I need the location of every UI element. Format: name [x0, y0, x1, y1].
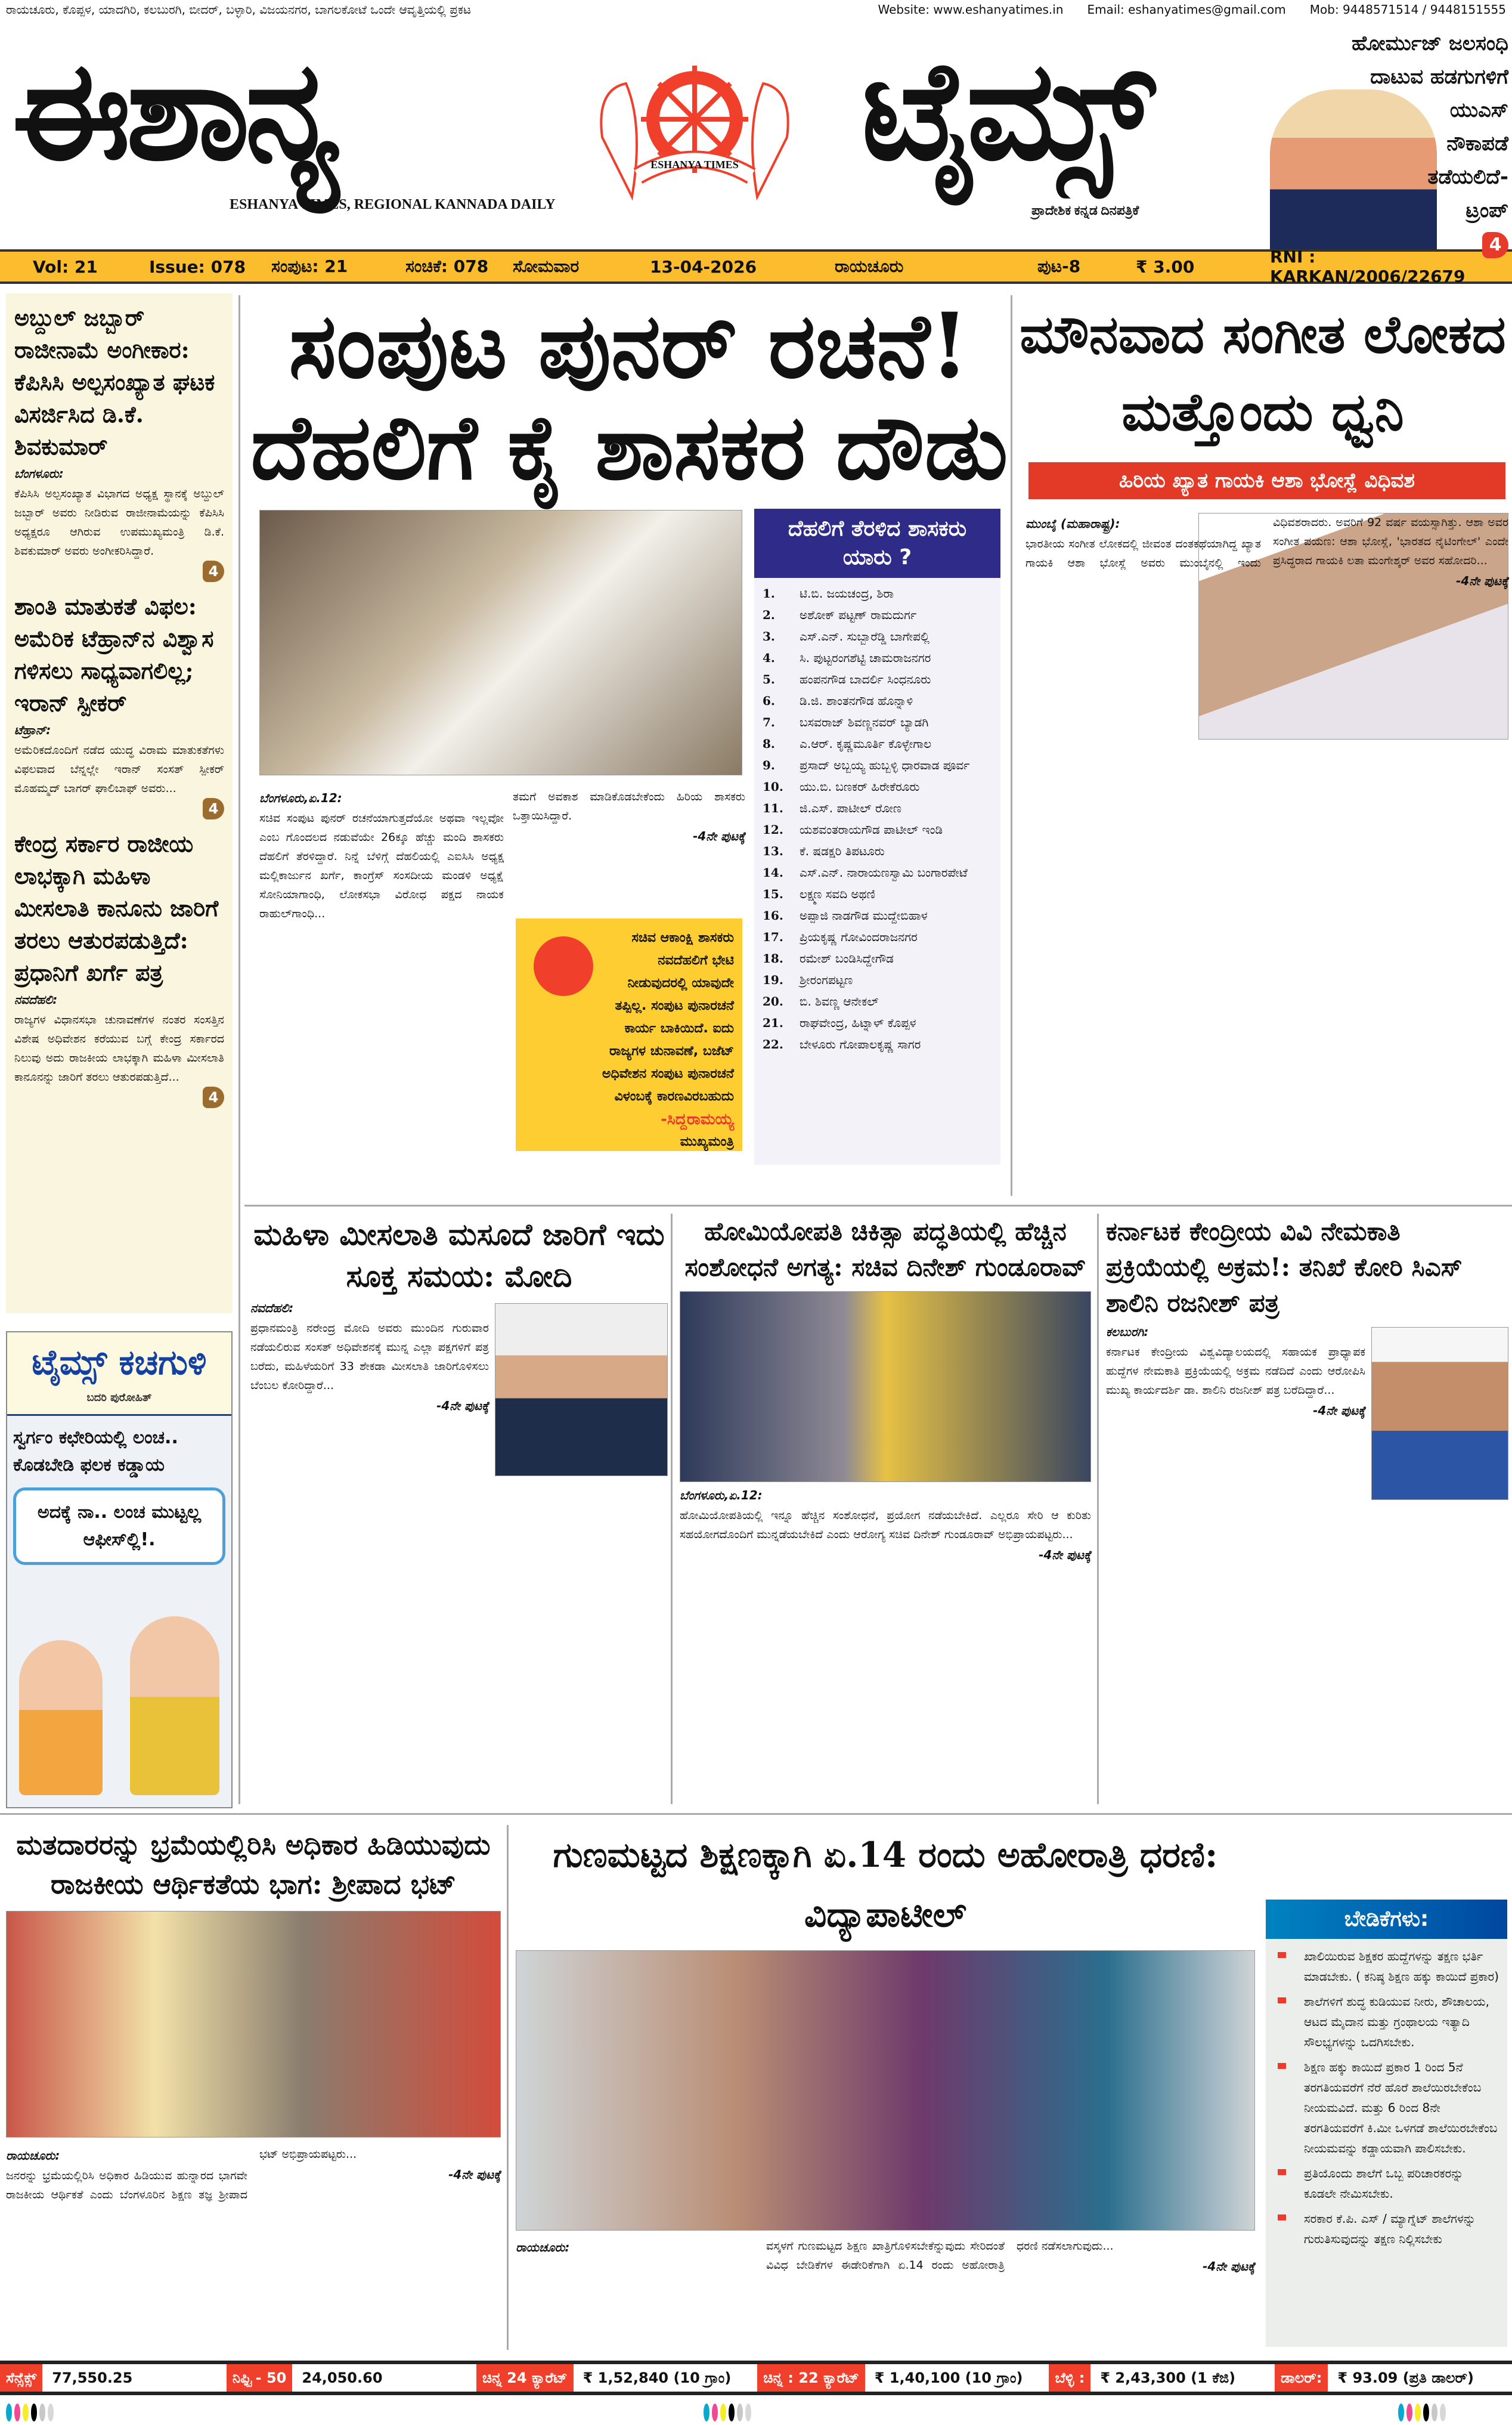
teaser-line: ಟ್ರಂಪ್ — [1465, 199, 1508, 222]
story-headline[interactable]: ಹೋಮಿಯೋಪತಿ ಚಿಕಿತ್ಸಾ ಪದ್ಧತಿಯಲ್ಲಿ ಹೆಚ್ಚಿನ ಸಂಶೋಧನೆ ಅಗತ್ಯ: ಸಚಿವ ದಿನೇಶ್ ಗುಂಡೂರಾವ್ — [684, 1217, 1086, 1282]
quote-author: -ಸಿದ್ದರಾಮಯ್ಯ — [661, 1111, 734, 1128]
mla-list-item — [763, 712, 992, 733]
story-body: ಕರ್ನಾಟಕ ಕೇಂದ್ರೀಯ ವಿಶ್ವವಿದ್ಯಾಲಯದಲ್ಲಿ ಸಹಾಯಕ ಪ್ರಾಧ್ಯಾಪಕ ಹುದ್ದೆಗಳ ನೇಮಕಾತಿ ಪ್ರಕ್ರಿಯೆಯಲ್ಲಿ ಅಕ್ರಮ ನಡೆದಿದೆ ಎಂದು ಆರೋಪಿಸಿ ಮುಖ್ಯ ಕಾರ್ಯದರ್ಶಿ ಡಾ. ಶಾಲಿನಿ ರಜನೀಶ್ ಪತ್ರ ಬರೆದಿದ್ದಾರೆ... — [1106, 1345, 1365, 1397]
dateline: ಟೆಹ್ರಾನ್: — [14, 723, 51, 737]
mla-list-item — [763, 604, 992, 626]
email-link[interactable]: Email: eshanyatimes@gmail.com — [1087, 2, 1286, 17]
mla-name: ಕೆ. ಷಡಕ್ಷರಿ ತಿಪಟೂರು — [800, 844, 885, 858]
mla-list-item — [763, 733, 992, 754]
continued-label[interactable]: -4ನೇ ಪುಟಕ್ಕೆ — [448, 2167, 501, 2182]
teaser-line: ನೌಕಾಪಡೆ — [1446, 132, 1508, 156]
story-body: ಸಚಿವ ಸಂಪುಟ ಪುನರ್ ರಚನೆಯಾಗುತ್ತದೆಯೋ ಅಥವಾ ಇಲ್ಲವೋ ಎಂಬ ಗೊಂದಲದ ನಡುವೆಯೇ 26ಕ್ಕೂ ಹೆಚ್ಚು ಮಂದಿ ಶಾಸಕರು ದೆಹಲಿಗೆ ತೆರಳಿದ್ದಾರೆ. ನಿನ್ನೆ ಬೆಳಿಗ್ಗೆ ದೆಹಲಿಯಲ್ಲಿ ಎಐಸಿಸಿ ಅಧ್ಯಕ್ಷ ಮಲ್ಲಿಕಾರ್ಜುನ ಖರ್ಗೆ, ಕಾಂಗ್ರೆಸ್ ಸಂಸದೀಯ ಮಂಡಳಿ ಅಧ್ಯಕ್ಷೆ ಸೋನಿಯಾಗಾಂಧಿ, ಲೋಕಸಭಾ ವಿರೋಧ ಪಕ್ಷದ ನಾಯಕ ರಾಹುಲ್‌ಗಾಂಧಿ... — [259, 812, 504, 920]
mla-list-item — [763, 840, 992, 862]
list-number: 6. — [763, 694, 775, 708]
list-title: ದೆಹಲಿಗೆ ತೆರಳಿದ ಶಾಸಕರು ಯಾರು ? — [754, 509, 1000, 578]
modi-photo — [495, 1303, 668, 1476]
mla-list-item — [763, 626, 992, 647]
mla-name: ಅಶೋಕ್ ಪಟ್ಟಣ್ ರಾಮದುರ್ಗ — [800, 608, 917, 622]
masthead-title-left: ಈಶಾನ್ಯ — [12, 30, 336, 191]
mla-list-box — [754, 509, 1000, 1165]
mla-name: ಎಸ್.ಎನ್. ಸುಬ್ಬಾರೆಡ್ಡಿ ಬಾಗೇಪಲ್ಲಿ — [800, 629, 930, 644]
story-headline[interactable]: ಕೇಂದ್ರ ಸರ್ಕಾರ ರಾಜೀಯ ಲಾಭಕ್ಕಾಗಿ ಮಹಿಳಾ ಮೀಸಲಾತಿ ಕಾನೂನು ಜಾರಿಗೆ ತರಲು ಆತುರಪಡುತ್ತಿದೆ: ಪ್ರಧಾನಿಗೆ ಖರ್ಗೆ ಪತ್ರ — [14, 830, 219, 986]
date: 13-04-2026 — [650, 256, 757, 277]
column-divider — [671, 1214, 673, 1804]
story-body: ಹೋಮಿಯೋಪತಿಯಲ್ಲಿ ಇನ್ನೂ ಹೆಚ್ಚಿನ ಸಂಶೋಧನೆ, ಪ್ರಯೋಗ ನಡೆಯಬೇಕಿದೆ. ಎಲ್ಲರೂ ಸೇರಿ ಆ ಕುರಿತು ಸಹಯೋಗದೊಂದಿಗೆ ಮುನ್ನಡೆಯಬೇಕಿದೆ ಎಂದು ಆರೋಗ್ಯ ಸಚಿವ ದಿನೇಶ್ ಗುಂಡೂರಾವ್ ಅಭಿಪ್ರಾಯಪಟ್ಟರು... — [680, 1509, 1091, 1541]
registration-marks — [1398, 2404, 1446, 2421]
homeopathy-event-photo — [680, 1291, 1091, 1482]
dateline: ಬೆಂಗಳೂರು,ಏ.12: — [680, 1488, 763, 1502]
dateline: ಬೆಂಗಳೂರು,ಏ.12: — [259, 791, 342, 805]
mla-list-item — [763, 819, 992, 840]
cartoon-title — [7, 1332, 231, 1416]
mla-list-item — [763, 776, 992, 797]
mla-name: ಯು.ಬಿ. ಬಣಕರ್ ಹಿರೇಕೆರೂರು — [800, 780, 920, 794]
mla-name: ಯಶವಂತರಾಯಗೌಡ ಪಾಟೀಲ್ ಇಂಡಿ — [800, 822, 943, 837]
mla-name: ಅಪ್ಪಾಜಿ ನಾಡಗೌಡ ಮುದ್ದೇಬಿಹಾಳ — [800, 908, 928, 923]
continued-label[interactable]: -4ನೇ ಪುಟಕ್ಕೆ — [1203, 2259, 1255, 2274]
ticker-label: ಚಿನ್ನ 24 ಕ್ಯಾರೆಟ್ — [476, 2364, 574, 2392]
mlas-meeting-photo — [259, 510, 742, 775]
ticker-label: ಬೆಳ್ಳಿ : — [1049, 2364, 1090, 2392]
continued-label[interactable]: -4ನೇ ಪುಟಕ್ಕೆ — [693, 829, 745, 843]
story-shripad-bhat[interactable] — [6, 1825, 501, 2204]
mla-name: ಸಿ. ಪುಟ್ಟರಂಗಶೆಟ್ಟಿ ಚಾಮರಾಜನಗರ — [800, 651, 931, 665]
dateline: ನವದೆಹಲಿ: — [250, 1301, 294, 1315]
editions-text: ರಾಯಚೂರು, ಕೊಪ್ಪಳ, ಯಾದಗಿರಿ, ಕಲಬುರಗಿ, ಬೀದರ್, ಬಳ್ಳಾರಿ, ವಿಜಯನಗರ, ಬಾಗಲಕೋಟೆ ಒಂದೇ ಆವೃತ್ತಿಯಲ್ಲಿ ಪ್ರಕಟ — [6, 2, 472, 17]
mla-name: ಹಂಪನಗೌಡ ಬಾದರ್ಲಿ ಸಿಂಧನೂರು — [800, 672, 931, 686]
continued-label[interactable]: -4ನೇ ಪುಟಕ್ಕೆ — [1456, 574, 1508, 588]
market-ticker — [0, 2361, 1512, 2395]
ticker-value: ₹ 93.09 (ಪ್ರತಿ ಡಾಲರ್) — [1328, 2364, 1512, 2392]
page-jump-badge[interactable]: 4 — [203, 1087, 224, 1108]
cm-quote-box — [516, 918, 742, 1151]
list-number: 7. — [763, 715, 775, 729]
mla-list-item — [763, 669, 992, 690]
masthead-logo — [578, 54, 811, 215]
list-number: 13. — [763, 844, 783, 858]
mla-list-item — [763, 969, 992, 991]
mla-list-item — [763, 926, 992, 948]
teaser-line: ಹೋರ್ಮುಜ್ ಜಲಸಂಧಿ — [1352, 32, 1508, 55]
asha-headline[interactable]: ಮೌನವಾದ ಸಂಗೀತ ಲೋಕದ ಮತ್ತೊಂದು ಧ್ವನಿ — [1020, 303, 1506, 443]
mla-name: ಬಿ. ಶಿವಣ್ಣ ಆನೇಕಲ್ — [800, 994, 879, 1009]
mla-list-item — [763, 1012, 992, 1034]
mla-list-item — [763, 991, 992, 1012]
asha-subheadline: ಹಿರಿಯ ಖ್ಯಾತ ಗಾಯಕಿ ಆಶಾ ಭೋಸ್ಲೆ ವಿಧಿವಶ — [1028, 462, 1505, 499]
continued-label[interactable]: -4ನೇ ಪುಟಕ್ಕೆ — [436, 1399, 489, 1413]
press-meet-photo — [516, 1950, 1255, 2231]
demand-item: ಶಾಲೆಗಳಿಗೆ ಶುದ್ಧ ಕುಡಿಯುವ ನೀರು, ಶೌಚಾಲಯ, ಆಟದ ಮೈದಾನ ಮತ್ತು ಗ್ರಂಥಾಲಯ ಇತ್ಯಾದಿ ಸೌಲಭ್ಯಗಳನ್ನು ಒದಗಿಸಬೇಕು. — [1274, 1991, 1499, 2052]
main-headline-line: ಸಂಪುಟ ಪುನರ್ ರಚನೆ! — [289, 293, 969, 398]
page-jump-badge[interactable]: 4 — [203, 561, 224, 582]
mla-name: ಬಸವರಾಜ್ ಶಿವಣ್ಣನವರ್ ಬ್ಯಾಡಗಿ — [800, 715, 929, 729]
cartoon-author: ಬದರಿ ಪುರೋಹಿತ್ — [86, 1391, 152, 1404]
cartoon-title-text: ಟೈಮ್ಸ್ ಕಚಗುಳಿ — [32, 1342, 207, 1382]
row-divider — [244, 1205, 1512, 1207]
issue: Issue: 078 — [149, 256, 246, 277]
list-number: 1. — [763, 586, 775, 601]
column-divider — [507, 1825, 509, 2350]
ticker-label: ಡಾಲರ್: — [1275, 2364, 1328, 2392]
quote-text: ಸಚಿವ ಆಕಾಂಕ್ಷಿ ಶಾಸಕರು ನವದೆಹಲಿಗೆ ಭೇಟಿ ನೀಡುವುದರಲ್ಲಿ ಯಾವುದೇ ತಪ್ಪಿಲ್ಲ. ಸಂಪುಟ ಪುನಾರಚನೆ ಕಾರ್ಯ ಬಾಕಿಯಿದೆ. ಐದು ರಾಜ್ಯಗಳ ಚುನಾವಣೆ, ಬಜೆಟ್ ಅಧಿವೇಶನ ಸಂಪುಟ ಪುನಾರಚನೆ ವಿಳಂಬಕ್ಕೆ ಕಾರಣವಿರಬಹುದು — [602, 930, 734, 1104]
story-headline[interactable]: ಗುಣಮಟ್ಟದ ಶಿಕ್ಷಣಕ್ಕಾಗಿ ಏ.14 ರಂದು ಅಹೋರಾತ್ರಿ ಧರಣಿ: ವಿದ್ಯಾಪಾಟೀಲ್ — [553, 1835, 1218, 1935]
mla-list-item — [763, 797, 992, 819]
left-column — [6, 293, 233, 1313]
dateline: ನವದೆಹಲಿ: — [14, 992, 58, 1007]
registration-marks — [6, 2404, 54, 2421]
cartoon-caption: ಸ್ವರ್ಗಂ ಕಛೇರಿಯಲ್ಲಿ ಲಂಚ.. ಕೊಡಬೇಡಿ ಫಲಕ ಕಡ್ಡಾಯ — [13, 1427, 178, 1476]
mla-name: ಬೇಳೂರು ಗೋಪಾಲಕೃಷ್ಣ ಸಾಗರ — [800, 1037, 921, 1051]
dateline: ಕಲಬುರಗಿ: — [1106, 1325, 1149, 1339]
city: ರಾಯಚೂರು — [835, 256, 904, 276]
mla-name: ಪ್ರಸಾದ್ ಅಬ್ಬಯ್ಯ ಹುಬ್ಬಳ್ಳಿ ಧಾರವಾಡ ಪೂರ್ವ — [800, 758, 970, 772]
mla-list — [754, 578, 1000, 1060]
mla-list-item — [763, 583, 992, 604]
continued-label[interactable]: -4ನೇ ಪುಟಕ್ಕೆ — [1313, 1403, 1365, 1418]
story-headline[interactable]: ಅಬ್ದುಲ್ ಜಬ್ಬಾರ್ ರಾಜೀನಾಮೆ ಅಂಗೀಕಾರ: ಕೆಪಿಸಿಸಿ ಅಲ್ಪಸಂಖ್ಯಾತ ಘಟಕ ವಿಸರ್ಜಿಸಿದ ಡಿ.ಕೆ. ಶಿವಕುಮಾರ್ — [14, 304, 215, 460]
demand-item: ಪ್ರತಿಯೊಂದು ಶಾಲೆಗೆ ಒಬ್ಬ ಪರಿಚಾರಕರನ್ನು ಕೂಡಲೇ ನೇಮಿಸಬೇಕು. — [1274, 2163, 1499, 2204]
story-university[interactable] — [1106, 1214, 1508, 1506]
left-story[interactable] — [14, 302, 224, 582]
column-divider — [238, 295, 240, 1804]
quote-author-role: ಮುಖ್ಯಮಂತ್ರಿ — [680, 1134, 734, 1149]
ticker-value: 24,050.60 — [292, 2364, 476, 2392]
sanchike: ಸಂಚಿಕೆ: 078 — [405, 256, 489, 276]
cartoon-character — [130, 1616, 219, 1795]
story-homeopathy[interactable] — [680, 1214, 1091, 1566]
masthead-title-right: ಟೈಮ್ಸ್ — [862, 30, 1150, 191]
volume: Vol: 21 — [33, 256, 98, 277]
ticker-label: ಚಿನ್ನ : 22 ಕ್ಯಾರೆಟ್ — [757, 2364, 865, 2392]
column-divider — [1011, 295, 1012, 1196]
ticker-value: 77,550.25 — [42, 2364, 227, 2392]
story-body: ಜನರನ್ನು ಭ್ರಮೆಯಲ್ಲಿರಿಸಿ ಅಧಿಕಾರ ಹಿಡಿಯುವ ಹುನ್ನಾರದ ಭಾಗವೇ ರಾಜಕೀಯ ಆರ್ಥಿಕತೆ ಎಂದು ಬೆಂಗಳೂರಿನ ಶಿಕ್ಷಣ ತಜ್ಞ ಶ್ರೀಪಾದ ಭಟ್ ಅಭಿಪ್ರಾಯಪಟ್ಟರು... — [6, 2148, 357, 2201]
rni-number: RNI : KARKAN/2006/22679 — [1270, 247, 1465, 286]
website-link[interactable]: Website: www.eshanyatimes.in — [878, 2, 1064, 17]
list-number: 4. — [763, 651, 775, 665]
list-number: 10. — [763, 780, 783, 794]
story-headline[interactable]: ಶಾಂತಿ ಮಾತುಕತೆ ವಿಫಲ: ಅಮೆರಿಕ ಟೆಹ್ರಾನ್‌ನ ವಿಶ್ವಾಸ ಗಳಿಸಲು ಸಾಧ್ಯವಾಗಲಿಲ್ಲ; ಇರಾನ್ ಸ್ಪೀಕರ್ — [14, 593, 214, 716]
column-divider — [1097, 1214, 1099, 1804]
mla-list-item — [763, 1034, 992, 1055]
story-body: ಕೆಪಿಸಿಸಿ ಅಲ್ಪಸಂಖ್ಯಾತ ವಿಭಾಗದ ಅಧ್ಯಕ್ಷ ಸ್ಥಾನಕ್ಕೆ ಅಬ್ದುಲ್ ಜಬ್ಬಾರ್ ಅವರು ನೀಡಿರುವ ರಾಜೀನಾಮೆಯನ್ನು ಕೆಪಿಸಿಸಿ ಅಧ್ಯಕ್ಷರೂ ಆಗಿರುವ ಉಪಮುಖ್ಯಮಂತ್ರಿ ಡಿ.ಕೆ. ಶಿವಕುಮಾರ್ ಅವರು ಅಂಗೀಕರಿಸಿದ್ದಾರೆ. — [14, 487, 224, 558]
seminar-photo — [6, 1911, 501, 2138]
main-story-col2 — [513, 787, 745, 847]
mla-name: ಎಸ್.ಎನ್. ನಾರಾಯಣಸ್ವಾಮಿ ಬಂಗಾರಪೇಟೆ — [800, 865, 968, 880]
weekday: ಸೋಮವಾರ — [513, 256, 580, 276]
page-jump-badge[interactable]: 4 — [1482, 232, 1508, 258]
left-story[interactable] — [14, 590, 224, 819]
main-headline[interactable] — [250, 295, 1008, 501]
demand-item: ಸರಕಾರ ಕೆ.ಪಿ. ಎಸ್ / ಮ್ಯಾಗ್ನೆಟ್ ಶಾಲೆಗಳನ್ನು ಗುರುತಿಸುವುದನ್ನು ತಕ್ಷಣ ನಿಲ್ಲಿಸಬೇಕು — [1274, 2209, 1499, 2249]
list-number: 5. — [763, 672, 775, 686]
page-count: ಪುಟ-8 — [1037, 256, 1081, 276]
list-number: 3. — [763, 629, 775, 644]
continued-label[interactable]: -4ನೇ ಪುಟಕ್ಕೆ — [1039, 1548, 1091, 1562]
demands-title: ಬೇಡಿಕೆಗಳು: — [1266, 1900, 1507, 1939]
demands-box — [1266, 1900, 1507, 2347]
demand-item: ಶಿಕ್ಷಣ ಹಕ್ಕು ಕಾಯಿದೆ ಪ್ರಕಾರ 1 ರಿಂದ 5ನೆ ತರಗತಿಯವರೆಗೆ ನೆರೆ ಹೊರೆ ಶಾಲೆಯಿರಬೇಕೆಂಬ ನೀಯಮವಿದೆ. ಮತ್ತು 6 ರಿಂದ 8ನೇ ತರಗತಿಯವರೆಗೆ ಕಿ.ಮೀ ಒಳಗಡೆ ಶಾಲೆಯಿರಬೇಕೆಂಬ ನೀಯಮವನ್ನು ಕಡ್ಡಾಯವಾಗಿ ಪಾಲಿಸಬೇಕು. — [1274, 2057, 1499, 2158]
mla-name: ಜಿ.ಎಸ್. ಪಾಟೀಲ್ ರೋಣ — [800, 801, 902, 815]
cartoon-speech-bubble: ಅದಕ್ಕೆ ನಾ.. ಲಂಚ ಮುಟ್ಟಲ್ಲ ಆಫೀಸ್‌ಲ್ಲಿ!. — [13, 1487, 225, 1565]
story-women-reservation[interactable] — [250, 1214, 668, 1482]
list-number: 9. — [763, 758, 775, 772]
list-number: 14. — [763, 865, 783, 880]
list-number: 11. — [763, 801, 783, 815]
mla-list-item — [763, 905, 992, 926]
list-number: 16. — [763, 908, 783, 923]
list-number: 8. — [763, 737, 775, 751]
dateline: ಮುಂಬೈ (ಮಹಾರಾಷ್ಟ್ರ): — [1025, 516, 1120, 531]
ticker-value: ₹ 1,40,100 (10 ಗ್ರಾಂ) — [865, 2364, 1049, 2392]
top-strip — [6, 2, 1506, 20]
dateline: ರಾಯಚೂರು: — [6, 2148, 60, 2163]
teaser-line: ಯುಎಸ್ — [1449, 98, 1508, 122]
price: ₹ 3.00 — [1136, 256, 1195, 277]
mla-name: ಟಿ.ಬಿ. ಜಯಚಂದ್ರ, ಶಿರಾ — [800, 586, 894, 601]
ticker-value: ₹ 2,43,300 (1 ಕೆಜಿ) — [1090, 2364, 1275, 2392]
page-jump-badge[interactable]: 4 — [203, 798, 224, 819]
dateline: ಬೆಂಗಳೂರು: — [14, 466, 64, 481]
story-body: ಪ್ರಧಾನಮಂತ್ರಿ ನರೇಂದ್ರ ಮೋದಿ ಅವರು ಮುಂದಿನ ಗುರುವಾರ ನಡೆಯಲಿರುವ ಸಂಸತ್ ಅಧಿವೇಶನಕ್ಕೆ ಮುನ್ನ ಎಲ್ಲಾ ಪಕ್ಷಗಳಿಗೆ ಪತ್ರ ಬರೆದು, ಮಹಿಳೆಯರಿಗೆ 33 ಶೇಕಡಾ ಮೀಸಲಾತಿ ಜಾರಿಗೊಳಿಸಲು ಬೆಂಬಲ ಕೋರಿದ್ದಾರೆ... — [250, 1322, 489, 1392]
dateline: ರಾಯಚೂರು: — [516, 2240, 570, 2254]
mobile-text: Mob: 9448571514 / 9448151555 — [1309, 2, 1506, 17]
mla-name: ಶ್ರೀರಂಗಪಟ್ಟಣ — [800, 973, 853, 987]
story-headline[interactable]: ಮಹಿಳಾ ಮೀಸಲಾತಿ ಮಸೂದೆ ಜಾರಿಗೆ ಇದು ಸೂಕ್ತ ಸಮಯ: ಮೋದಿ — [253, 1217, 665, 1294]
registration-marks — [704, 2404, 751, 2421]
main-headline-line: ದೆಹಲಿಗೆ ಕೈ ಶಾಸಕರ ದೌಡು — [250, 395, 1008, 500]
mla-name: ಎ.ಆರ್. ಕೃಷ್ಣಮೂರ್ತಿ ಕೊಳ್ಳೇಗಾಲ — [800, 737, 932, 751]
story-headline[interactable]: ಮತದಾರರನ್ನು ಭ್ರಮೆಯಲ್ಲಿರಿಸಿ ಅಧಿಕಾರ ಹಿಡಿಯುವುದು ರಾಜಕೀಯ ಆರ್ಥಿಕತೆಯ ಭಾಗ: ಶ್ರೀಪಾದ ಭಟ್ — [16, 1829, 491, 1900]
list-number: 18. — [763, 951, 783, 966]
mla-name: ಡಿ.ಜಿ. ಶಾಂತನಗೌಡ ಹೊನ್ನಾಳಿ — [800, 694, 913, 708]
ticker-value: ₹ 1,52,840 (10 ಗ್ರಾಂ) — [574, 2364, 758, 2392]
teaser-line: ತಡೆಯಲಿದೆ- — [1427, 165, 1508, 189]
ticker-label: ಸೆನ್ಸೆಕ್ಸ್ — [0, 2364, 42, 2392]
demands-list — [1266, 1939, 1507, 2261]
shalini-rajneesh-photo — [1371, 1327, 1508, 1500]
mla-list-item — [763, 754, 992, 776]
list-number: 21. — [763, 1016, 783, 1030]
mla-list-item — [763, 647, 992, 669]
list-number: 12. — [763, 822, 783, 837]
masthead-kannada-tagline: ಪ್ರಾದೇಶಿಕ ಕನ್ನಡ ದಿನಪತ್ರಿಕೆ — [1031, 203, 1139, 218]
logo-text: ESHANYA TIMES — [650, 159, 739, 171]
story-body: ತಮಗೆ ಅವಕಾಶ ಮಾಡಿಕೊಡಬೇಕೆಂದು ಹಿರಿಯ ಶಾಸಕರು ಒತ್ತಾಯಿಸಿದ್ದಾರೆ. — [513, 790, 745, 822]
mla-list-item — [763, 690, 992, 712]
mla-name: ಲಕ್ಷ್ಮಣ ಸವದಿ ಅಥಣಿ — [800, 887, 875, 901]
list-number: 20. — [763, 994, 783, 1009]
mla-name: ರಾಘವೇಂದ್ರ, ಹಿಟ್ನಾಳ್ ಕೊಪ್ಪಳ — [800, 1016, 916, 1030]
mla-list-item — [763, 862, 992, 883]
speech-bubble-icon — [534, 936, 593, 996]
row-divider — [0, 1813, 1512, 1815]
list-number: 19. — [763, 973, 783, 987]
cartoon-character — [19, 1640, 103, 1795]
demand-item: ಖಾಲಿಯಿರುವ ಶಿಕ್ಷಕರ ಹುದ್ದೆಗಳನ್ನು ತಕ್ಷಣ ಭರ್ತಿ ಮಾಡಬೇಕು. ( ಕನಿಷ್ಠ ಶಿಕ್ಷಣ ಹಕ್ಕು ಕಾಯಿದೆ ಪ್ರಕಾರ) — [1274, 1946, 1499, 1987]
masthead-english-tagline: ESHANYA TIMES, REGIONAL KANNADA DAILY — [230, 197, 556, 212]
story-body: ಅಮೆರಿಕದೊಂದಿಗೆ ನಡೆದ ಯುದ್ಧ ವಿರಾಮ ಮಾತುಕತೆಗಳು ವಿಫಲವಾದ ಬೆನ್ನಲ್ಲೇ ಇರಾನ್ ಸಂಸತ್ ಸ್ಪೀಕರ್ ಮೊಹಮ್ಮದ್ ಬಾಗರ್ ಘಾಲಿಬಾಫ್ ಅವರು... — [14, 744, 224, 795]
story-education-protest[interactable] — [516, 1825, 1255, 2275]
story-headline[interactable]: ಕರ್ನಾಟಕ ಕೇಂದ್ರೀಯ ವಿವಿ ನೇಮಕಾತಿ ಪ್ರಕ್ರಿಯೆಯಲ್ಲಿ ಅಕ್ರಮ!: ತನಿಖೆ ಕೋರಿ ಸಿಎಸ್ ಶಾಲಿನಿ ರಜನೀಶ್ ಪತ್ರ — [1106, 1217, 1463, 1317]
mla-list-item — [763, 883, 992, 905]
mla-name: ಪ್ರಿಯಕೃಷ್ಣ ಗೋವಿಂದರಾಜನಗರ — [800, 930, 918, 944]
story-body: ವಸ್ಕಳಗೆ ಗುಣಮಟ್ಟದ ಶಿಕ್ಷಣ ಖಾತ್ರಿಗೊಳಿಸಬೇಕೆನ್ನುವುದು ಸೇರಿದಂತೆ ವಿವಿಧ ಬೇಡಿಕೆಗಳ ಈಡೇರಿಕೆಗಾಗಿ ಏ.14 ರಂದು ಅಹೋರಾತ್ರಿ ಧರಣಿ ನಡೆಸಲಾಗುವುದು... — [766, 2240, 1114, 2272]
list-number: 15. — [763, 887, 783, 901]
story-body: ರಾಜ್ಯಗಳ ವಿಧಾನಸಭಾ ಚುನಾವಣೆಗಳ ನಂತರ ಸಂಸತ್ತಿನ ವಿಶೇಷ ಅಧಿವೇಶನ ಕರೆಯುವ ಬಗ್ಗೆ ಕೇಂದ್ರ ಸರ್ಕಾರದ ನಿಲುವು ಅದು ರಾಜಕೀಯ ಲಾಭಕ್ಕಾಗಿ ಮಹಿಳಾ ಮೀಸಲಾತಿ ಕಾನೂನನ್ನು ಜಾರಿಗೆ ತರಲು ಆತುರಪಡುತ್ತಿದೆ... — [14, 1013, 224, 1084]
main-story-col1 — [259, 787, 504, 923]
teaser-line: ದಾಟುವ ಹಡಗುಗಳಿಗೆ — [1370, 65, 1508, 89]
list-number: 22. — [763, 1037, 783, 1051]
asha-story-body — [1025, 513, 1508, 1193]
teaser-trump[interactable] — [1282, 27, 1508, 261]
samputa: ಸಂಪುಟ: 21 — [271, 256, 348, 276]
story-body: ಭಾರತೀಯ ಸಂಗೀತ ಲೋಕದಲ್ಲಿ ಜೀವಂತ ದಂತಕಥೆಯಾಗಿದ್ದ ಖ್ಯಾತ ಗಾಯಕಿ ಆಶಾ ಭೋಸ್ಲೆ ಅವರು ಮುಂಬೈನಲ್ಲಿ ಇಂದು ವಿಧಿವಶರಾದರು. ಅವರಿಗೆ 92 ವರ್ಷ ವಯಸ್ಸಾಗಿತ್ತು. ಆಶಾ ಅವರ ಸಂಗೀತ ಪಯಣ: ಆಶಾ ಭೋಸ್ಲೆ, 'ಭಾರತದ ನೈಟಿಂಗೇಲ್' ಎಂದೇ ಪ್ರಸಿದ್ಧರಾದ ಗಾಯಕಿ ಲತಾ ಮಂಗೇಶ್ಕರ್ ಅವರ ಸಹೋದರಿ... — [1025, 516, 1508, 570]
list-number: 17. — [763, 930, 783, 944]
mla-list-item — [763, 948, 992, 969]
cartoon-panel — [6, 1331, 233, 1808]
mla-name: ರಮೇಶ್ ಬಂಡಿಸಿದ್ದೇಗೌಡ — [800, 951, 894, 966]
ticker-label: ನಿಫ್ಟಿ - 50 — [227, 2364, 293, 2392]
left-story[interactable] — [14, 828, 224, 1106]
list-number: 2. — [763, 608, 775, 622]
